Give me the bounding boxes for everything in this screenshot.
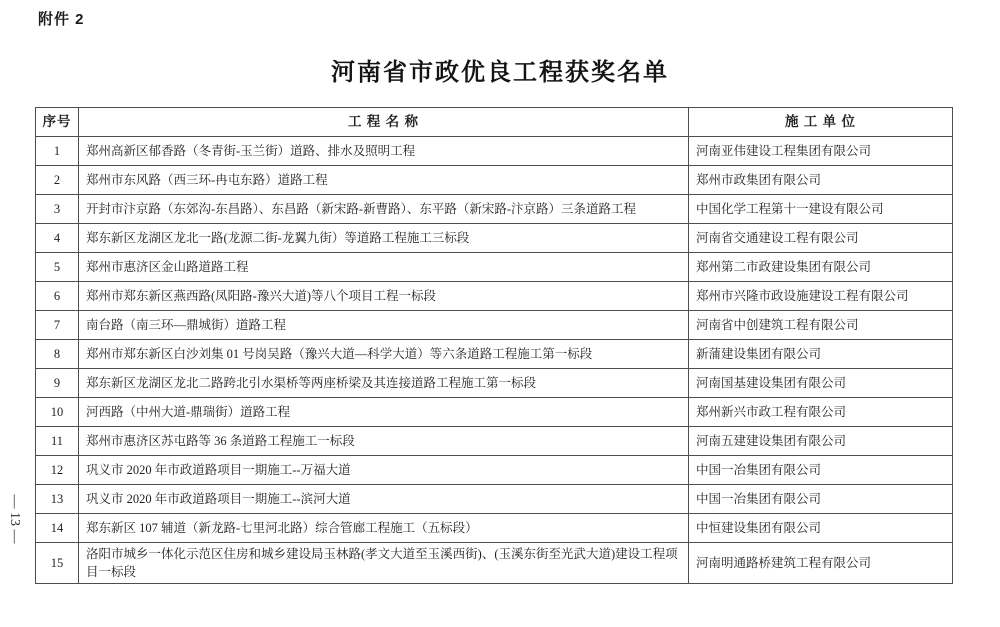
table-row — [36, 427, 953, 456]
construction-unit-cell: 郑州市政集团有限公司 — [689, 166, 953, 195]
table-header — [36, 108, 953, 137]
table-row — [36, 311, 953, 340]
construction-unit-cell: 河南省交通建设工程有限公司 — [689, 224, 953, 253]
attachment-label: 附件 2 — [38, 11, 85, 28]
header-project-name: 工 程 名 称 — [79, 108, 689, 137]
project-name-cell: 洛阳市城乡一体化示范区住房和城乡建设局玉林路(孝文大道至玉溪西街)、(玉溪东街至光武大道)建设工程项目一标段 — [79, 543, 689, 584]
table-row — [36, 282, 953, 311]
page-number: — 13 — — [7, 494, 22, 544]
table-row — [36, 369, 953, 398]
serial-number-cell: 8 — [36, 340, 79, 369]
page-title: 河南省市政优良工程获奖名单 — [331, 59, 669, 86]
serial-number-cell: 1 — [36, 137, 79, 166]
serial-number-cell: 5 — [36, 253, 79, 282]
construction-unit-cell: 河南省中创建筑工程有限公司 — [689, 311, 953, 340]
table-row — [36, 398, 953, 427]
project-name-cell: 巩义市 2020 年市政道路项目一期施工--万福大道 — [79, 456, 689, 485]
construction-unit-cell: 中国化学工程第十一建设有限公司 — [689, 195, 953, 224]
serial-number-cell: 12 — [36, 456, 79, 485]
serial-number-cell: 10 — [36, 398, 79, 427]
serial-number-cell: 15 — [36, 543, 79, 584]
header-construction-unit: 施 工 单 位 — [689, 108, 953, 137]
table-row — [36, 195, 953, 224]
project-name-cell: 郑东新区龙湖区龙北二路跨北引水渠桥等两座桥梁及其连接道路工程施工第一标段 — [79, 369, 689, 398]
table-body — [36, 137, 953, 584]
construction-unit-cell: 中国一冶集团有限公司 — [689, 485, 953, 514]
project-name-cell: 郑州市惠济区苏屯路等 36 条道路工程施工一标段 — [79, 427, 689, 456]
award-table — [35, 107, 953, 584]
project-name-cell: 开封市汴京路（东郊沟-东昌路）、东昌路（新宋路-新曹路）、东平路（新宋路-汴京路）三条道路工程 — [79, 195, 689, 224]
serial-number-cell: 4 — [36, 224, 79, 253]
project-name-cell: 郑州高新区郁香路（冬青街-玉兰街）道路、排水及照明工程 — [79, 137, 689, 166]
construction-unit-cell: 河南五建建设集团有限公司 — [689, 427, 953, 456]
project-name-cell: 南台路（南三环—鼎城街）道路工程 — [79, 311, 689, 340]
construction-unit-cell: 河南国基建设集团有限公司 — [689, 369, 953, 398]
construction-unit-cell: 郑州新兴市政工程有限公司 — [689, 398, 953, 427]
construction-unit-cell: 中国一冶集团有限公司 — [689, 456, 953, 485]
construction-unit-cell: 郑州第二市政建设集团有限公司 — [689, 253, 953, 282]
construction-unit-cell: 河南亚伟建设工程集团有限公司 — [689, 137, 953, 166]
serial-number-cell: 2 — [36, 166, 79, 195]
table-row — [36, 543, 953, 584]
table-row — [36, 224, 953, 253]
construction-unit-cell: 郑州市兴隆市政设施建设工程有限公司 — [689, 282, 953, 311]
project-name-cell: 郑州市惠济区金山路道路工程 — [79, 253, 689, 282]
serial-number-cell: 6 — [36, 282, 79, 311]
header-serial-number: 序号 — [36, 108, 79, 137]
serial-number-cell: 9 — [36, 369, 79, 398]
table-row — [36, 514, 953, 543]
construction-unit-cell: 中恒建设集团有限公司 — [689, 514, 953, 543]
project-name-cell: 郑州市东风路（西三环-冉屯东路）道路工程 — [79, 166, 689, 195]
serial-number-cell: 13 — [36, 485, 79, 514]
table-row — [36, 456, 953, 485]
serial-number-cell: 3 — [36, 195, 79, 224]
table-row — [36, 485, 953, 514]
construction-unit-cell: 河南明通路桥建筑工程有限公司 — [689, 543, 953, 584]
construction-unit-cell: 新蒲建设集团有限公司 — [689, 340, 953, 369]
project-name-cell: 郑东新区 107 辅道（新龙路-七里河北路）综合管廊工程施工（五标段） — [79, 514, 689, 543]
table-row — [36, 137, 953, 166]
project-name-cell: 郑州市郑东新区燕西路(凤阳路-豫兴大道)等八个项目工程一标段 — [79, 282, 689, 311]
project-name-cell: 郑东新区龙湖区龙北一路(龙源二街-龙翼九街）等道路工程施工三标段 — [79, 224, 689, 253]
table-row — [36, 166, 953, 195]
project-name-cell: 巩义市 2020 年市政道路项目一期施工--滨河大道 — [79, 485, 689, 514]
serial-number-cell: 11 — [36, 427, 79, 456]
table-header-row — [36, 108, 953, 137]
table-row — [36, 253, 953, 282]
serial-number-cell: 7 — [36, 311, 79, 340]
serial-number-cell: 14 — [36, 514, 79, 543]
project-name-cell: 郑州市郑东新区白沙刘集 01 号岗吴路（豫兴大道—科学大道）等六条道路工程施工第一标段 — [79, 340, 689, 369]
project-name-cell: 河西路（中州大道-鼎瑞街）道路工程 — [79, 398, 689, 427]
table-row — [36, 340, 953, 369]
